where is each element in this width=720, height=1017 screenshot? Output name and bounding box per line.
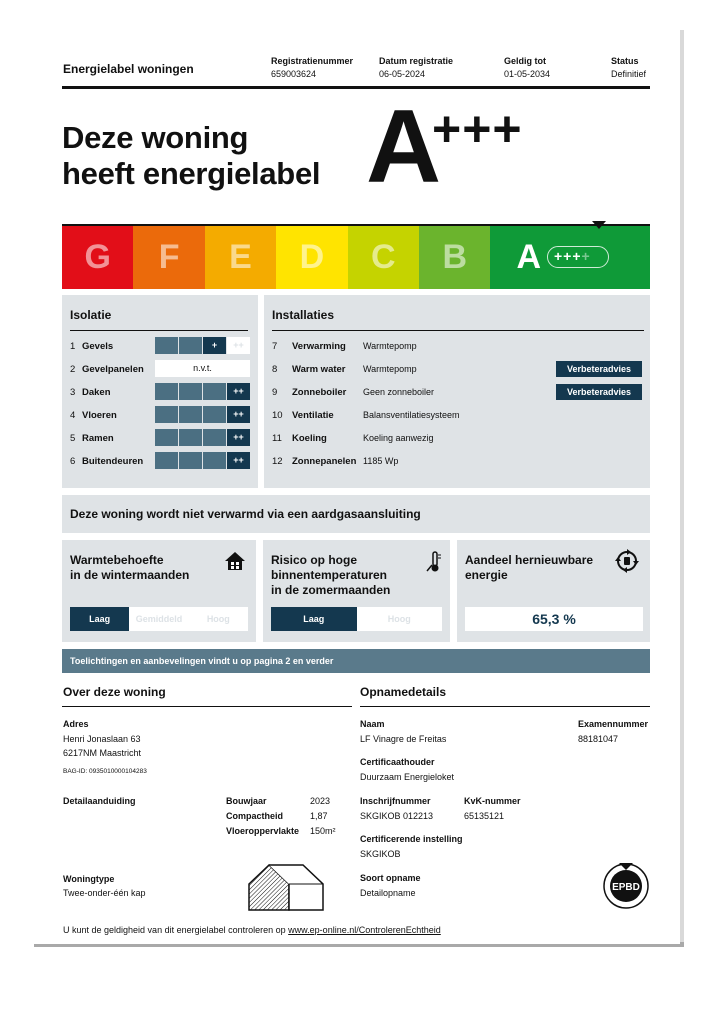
bouwjaar-value: 2023: [310, 796, 331, 806]
installatie-row-zonnepanelen: 12 Zonnepanelen: [272, 456, 357, 467]
footer-validity: U kunt de geldigheid van dit energielabel controleren op www.ep-online.nl/ControlerenEchtheid: [63, 925, 441, 935]
header-field-date: Datum registratie 06-05-2024: [379, 56, 454, 79]
panel-risico-temperatuur: Risico op hoge binnentemperaturen in de zomermaanden Laag Hoog: [263, 540, 450, 642]
panel-installaties: Installaties 7 Verwarming Warmtepomp 8 Warm water Warmtepomp Verbeteradvies 9 Zonneboiler Geen zonneboiler Verbeteradvies 10 Ventilatie Balansventilatiesysteem 11 Koeling Koeling aanwezig 12 Zonnepanelen 1185 Wp: [264, 295, 650, 488]
installatie-row-zonneboiler: 9 Zonneboiler: [272, 387, 347, 398]
naam-value: LF Vinagre de Freitas: [360, 734, 447, 744]
isolatie-row-ramen: 5 Ramen: [70, 433, 114, 444]
scale-class-b: B: [419, 225, 490, 289]
scale-class-d: D: [276, 225, 347, 289]
isolatie-row-buitendeuren: 6 Buitendeuren: [70, 456, 144, 467]
installatie-row-warm-water: 8 Warm water: [272, 364, 346, 375]
header-rule: [62, 86, 650, 89]
scale-class-g: G: [62, 225, 133, 289]
section-title-woning: Over deze woning: [63, 685, 166, 699]
hernieuwbaar-value: 65,3 %: [465, 607, 643, 631]
panel-isolatie: [62, 295, 258, 488]
info-strip: Toelichtingen en aanbevelingen vindt u op pagina 2 en verder: [62, 649, 650, 673]
option-hoog: Hoog: [189, 607, 248, 631]
gauge-gevels: + ++: [155, 337, 251, 354]
isolatie-row-gevelpanelen: 2 Gevelpanelen: [70, 364, 144, 375]
scale-class-f: F: [133, 225, 204, 289]
gas-connection-banner: Deze woning wordt niet verwarmd via een aardgasaansluiting: [62, 495, 650, 533]
panel-warmtebehoefte: Warmtebehoefte in de wintermaanden Laag Gemiddeld Hoog: [62, 540, 256, 642]
woningtype-value: Twee-onder-één kap: [63, 888, 146, 898]
option-gemiddeld: Gemiddeld: [129, 607, 188, 631]
energy-label-scale: [62, 225, 650, 289]
isolatie-row-daken: 3 Daken: [70, 387, 111, 398]
document-title: Energielabel woningen: [63, 62, 194, 76]
risico-scale: [271, 607, 442, 631]
gauge-gevelpanelen: n.v.t.: [155, 360, 251, 377]
panel-hernieuwbare-energie: Aandeel hernieuwbare energie 65,3 %: [457, 540, 650, 642]
svg-text:EPBD: EPBD: [612, 882, 640, 893]
scale-top-rule: [62, 224, 650, 226]
scale-class-c: C: [348, 225, 419, 289]
bag-id: BAG-ID: 0935010000104283: [63, 768, 147, 775]
kvk-value: 65135121: [464, 811, 505, 821]
isolatie-title: Isolatie: [70, 308, 112, 322]
section-title-opname: Opnamedetails: [360, 685, 447, 699]
installaties-title: Installaties: [272, 308, 335, 322]
gauge-daken: ++: [155, 383, 251, 400]
gauge-ramen: ++: [155, 429, 251, 446]
inschrijfnummer-value: SKGIKOB 012213: [360, 811, 434, 821]
warmtebehoefte-scale: [70, 607, 248, 631]
ep-online-link[interactable]: www.ep-online.nl/ControlerenEchtheid: [288, 925, 441, 935]
active-class-marker: [592, 221, 606, 229]
energy-label-letter: A: [366, 89, 442, 205]
isolatie-row-gevels: 1 Gevels: [70, 341, 114, 352]
thermometer-icon: [425, 551, 443, 573]
examennummer-value: 88181047: [578, 734, 619, 744]
epbd-seal-icon: [602, 860, 650, 910]
verbeteradvies-warm-water-button[interactable]: Verbeteradvies: [556, 361, 642, 377]
installatie-row-koeling: 11 Koeling: [272, 433, 327, 444]
headline: Deze woning heeft energielabel: [62, 120, 321, 191]
address-line-1: Henri Jonaslaan 63: [63, 734, 141, 744]
header-field-status: Status Definitief: [611, 56, 647, 79]
header-field-valid-until: Geldig tot 01-05-2034: [504, 56, 551, 79]
header-field-registration: Registratienummer 659003624: [271, 56, 354, 79]
scale-class-a-active: A ++++: [490, 225, 650, 289]
energy-label-plus: +++: [432, 101, 523, 157]
renewable-icon: [615, 549, 639, 573]
installatie-row-verwarming: 7 Verwarming: [272, 341, 346, 352]
house-icon: [224, 551, 246, 571]
compactheid-value: 1,87: [310, 811, 328, 821]
option-laag: Laag: [70, 607, 129, 631]
certificaathouder-value: Duurzaam Energieloket: [360, 772, 455, 782]
soort-opname-value: Detailopname: [360, 888, 416, 898]
gauge-buitendeuren: ++: [155, 452, 251, 469]
address-line-2: 6217NM Maastricht: [63, 748, 142, 758]
gauge-vloeren: ++: [155, 406, 251, 423]
energy-label-document: Energielabel woningen Registratienummer 659003624 Datum registratie 06-05-2024 Geldig tot 01-05-2034 Status Definitief Deze woning heeft energielabel A +++ G F E D C B A ++++ Isolatie 1 Gevels + ++ 2 Gevelpanelen n.v.t. 3 Daken ++ 4 Vloeren ++ 5 Ramen ++ 6 Buitendeuren ++ Installaties 7 Verwarming Warmtepomp 8 Warm water Warmtepomp Verbeteradvies 9 Zonneboiler Geen zonneboiler Verbeteradvies 10 Ventilatie Balansventilatiesysteem 11 Koeling Koeling aanwezig 12 Zonnepanelen 1185 Wp Deze woning wordt niet verwarmd via een aardgasaansluiting Warmtebehoefte in de wintermaanden Laag Gemiddeld Hoog Risico op hoge binnentemperaturen in de zomermaanden Laag Hoog Aandeel hernieuwbare energie 65,3 % Toelichtingen en aanbevelingen vindt u op pagina 2 en verder Over deze woning Adres Henri Jonaslaan 63 6217NM Maastricht BAG-ID: 0935010000104283 Detailaanduiding Bouwjaar 2023 Compactheid 1,87 Vloeroppervlakte 150m² Woningtype Twee-onder-één kap Opnamedetails Naam LF Vinagre de Freitas Examennummer 88181047 Certificaathouder Duurzaam Energieloket Inschrijfnummer SKGIKOB 012213 KvK-nummer 65135121 Certificerende instelling SKGIKOB Soort opname Detailopname EPBD U kunt de geldigheid van dit energielabel controleren op www.ep-online.nl/ControlerenEchtheid: [34, 22, 680, 944]
verbeteradvies-zonneboiler-button[interactable]: Verbeteradvies: [556, 384, 642, 400]
semi-detached-house-icon: [247, 862, 325, 912]
installatie-row-ventilatie: 10 Ventilatie: [272, 410, 334, 421]
scale-plus-pill: ++++: [547, 246, 609, 268]
option-laag: Laag: [271, 607, 357, 631]
instelling-value: SKGIKOB: [360, 849, 401, 859]
option-hoog: Hoog: [357, 607, 443, 631]
vloeroppervlakte-value: 150m²: [310, 826, 336, 836]
scale-class-e: E: [205, 225, 276, 289]
isolatie-row-vloeren: 4 Vloeren: [70, 410, 117, 421]
